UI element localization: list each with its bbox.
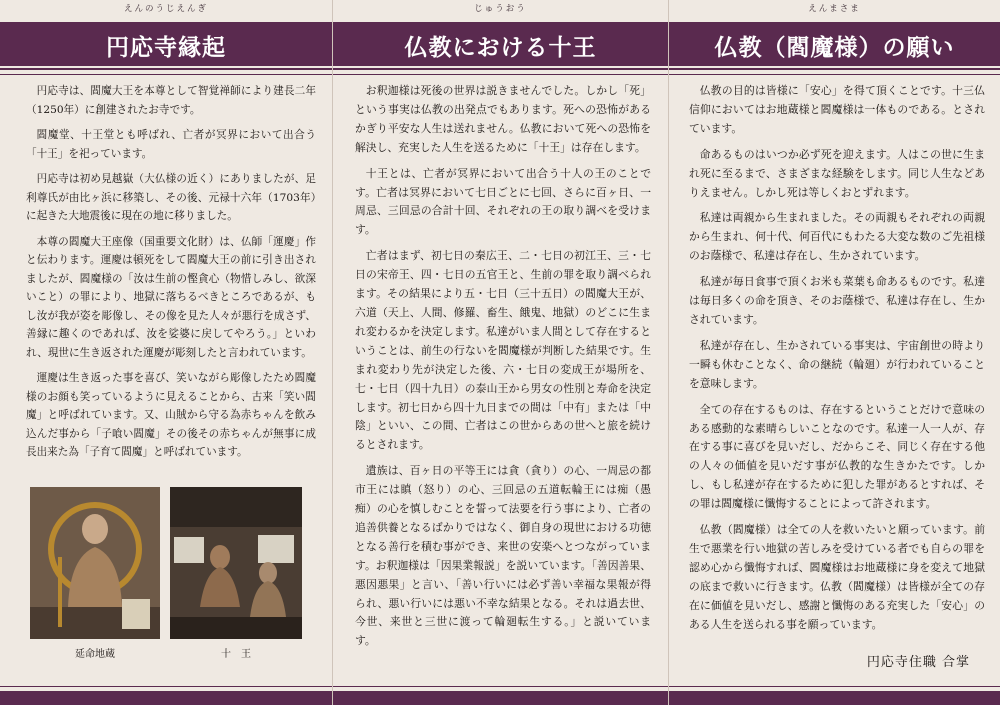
paragraph: 全ての存在するものは、存在するということだけで意味のある感動的な素晴らしいことなのです。私達一人一人が、存在する事に喜びを見いだし、だからこそ、同じく存在する他の人々の価値を見いだす事が仏教的な生きかたです。しかし、もし私達が存在するために犯した罪があるとすれば、その罪は閻魔様に懺悔することによって許されます。 bbox=[689, 402, 985, 511]
body-text bbox=[26, 82, 316, 469]
title-band bbox=[0, 22, 332, 66]
section-title: 仏教（閻魔様）の願い bbox=[714, 35, 955, 61]
photo-area bbox=[30, 487, 302, 665]
body-text bbox=[689, 82, 985, 641]
divider bbox=[669, 68, 1000, 75]
paragraph: 運慶は生き返った事を喜び、笑いながら彫像したため閻魔様のお顔も笑っているように見えることから、古来「笑い閻魔」と呼ばれています。又、山賊から守る為赤ちゃんを飲み込んだ事から「子喰い閻魔」その後その赤ちゃんが無事に成長出来た為「子育て閻魔」と呼ばれています。 bbox=[26, 372, 316, 458]
paragraph: 仏教の目的は皆様に「安心」を得て頂くことです。十三仏信仰においてはお地蔵様と閻魔様は一体ものである。とされています。 bbox=[689, 84, 985, 135]
title-band bbox=[669, 22, 1000, 66]
bottom-band bbox=[669, 691, 1000, 705]
paragraph: 亡者はまず、初七日の秦広王、二・七日の初江王、三・七日の宋帝王、四・七日の五官王と、生前の罪を取り調べられます。その結果により五・七日（三十五日）の閻魔大王が、六道（天上、人間、修羅、畜生、餓鬼、地獄）のどこに生まれ変わるかを決定します。私達がいま人間として存在するということは、前生の行ないを閻魔様が判断した結果です。生まれ変わり先が決定した後、六・七日の変成王が場所を、七・七日（四十九日）の泰山王から男女の性別と寿命を決定します。初七日から四十九日までの間は「中有」または「中陰」といい、この間、亡者はこの世からあの世へと旅を続けるとされます。 bbox=[355, 249, 651, 452]
paragraph: 十王とは、亡者が冥界において出合う十人の王のことです。亡者は冥界において七日ごとに七回、さらに百ヶ日、一周忌、三回忌の合計十回、それぞれの王の取り調べを受けます。 bbox=[355, 166, 651, 237]
divider bbox=[333, 68, 668, 75]
paragraph: 閻魔堂、十王堂とも呼ばれ、亡者が冥界において出合う「十王」を祀っています。 bbox=[26, 129, 316, 160]
divider bbox=[0, 68, 332, 75]
bottom-band bbox=[0, 691, 332, 705]
paragraph: お釈迦様は死後の世界は説きませんでした。しかし「死」という事実は仏教の出発点でもあります。死への恐怖があるかぎり平安な人生は送れません。仏教において死への恐怖を解決し、充実した人生を送るために「十王」は存在します。 bbox=[355, 84, 651, 154]
divider bbox=[333, 686, 668, 687]
paragraph: 遺族は、百ヶ日の平等王には貪（貪り）の心、一周忌の都市王には瞋（怒り）の心、三回忌の五道転輪王には痴（愚痴）の心を慎しむことを誓って法要を行う事により、亡者の追善供養となるばかりではなく、御自身の現世における功徳となる善行を積む事ができ、来世の安楽へとつながっています。お釈迦様は「因果業報説」を説いています。「善因善果、悪因悪果」と言い、「善い行いには必ず善い幸福な果報が得られ、悪い行いには悪い不幸な結果となる。それは過去世、今世、来世と三世に渡って輪廻転生する。」と説いています。 bbox=[355, 464, 651, 648]
paragraph: 円応寺は、閻魔大王を本尊として智覚禅師により建長二年（1250年）に創建されたお寺です。 bbox=[26, 85, 316, 116]
bottom-band bbox=[333, 691, 668, 705]
paragraph: 私達が毎日食事で頂くお米も菜葉も命あるものです。私達は毎日多くの命を頂き、そのお蔭様で、私達は存在し、生かされています。 bbox=[689, 275, 985, 326]
juo-statues-image bbox=[170, 487, 302, 639]
paragraph: 円応寺は初め見越嶽（大仏様の近く）にありましたが、足利尊氏が由比ヶ浜に移築し、その後、元禄十六年（1703年）に起きた大地震後に現在の地に移りました。 bbox=[26, 173, 316, 222]
section-title: 仏教における十王 bbox=[404, 35, 597, 61]
jizo-statue-image bbox=[30, 487, 160, 639]
paragraph: 私達は両親から生まれました。その両親もそれぞれの両親から生まれ、何十代、何百代にもわたる大変な数のご先祖様のお蔭様で、私達は存在し、生かされています。 bbox=[689, 211, 985, 263]
photo-enmei-jizo bbox=[30, 487, 160, 639]
paragraph: 本尊の閻魔大王座像（国重要文化財）は、仏師「運慶」作と伝わります。運慶は頓死をして閻魔大王の前に引き出されましたが、閻魔様の「汝は生前の慳貪心（物惜しみし、欲深いこと）の罪により、地獄に落ちるべきところであるが、もし汝が我が姿を彫像し、その像を見た人々が悪行を成さず、善縁に趣くのであれば、汝を娑婆に戻してやろう。」といわれ、現世に生き返された運慶が彫刻したと言われています。 bbox=[26, 235, 316, 359]
caption-juo: 十 王 bbox=[221, 649, 251, 660]
paragraph: 仏教（閻魔様）は全ての人を救いたいと願っています。前生で悪業を行い地獄の苦しみを受けている者でも自らの罪を認め心から懺悔すれば、閻魔様はお地蔵様に身を変えて地獄の底まで救いに行きます。仏教（閻魔様）は皆様が全ての存在に価値を見いだし、感謝と懺悔のある充実した「安心」のある人生を送られる事を願っています。 bbox=[689, 523, 985, 631]
title-ruby: じゅうおう bbox=[474, 4, 527, 14]
column-negai bbox=[668, 0, 1000, 705]
body-text bbox=[355, 82, 651, 658]
column-juo bbox=[332, 0, 668, 705]
signature: 円応寺住職 合掌 bbox=[866, 655, 970, 670]
title-ruby: えんのうじえんぎ bbox=[123, 4, 208, 14]
caption-enmei-jizo: 延命地蔵 bbox=[75, 649, 115, 660]
section-title: 円応寺縁起 bbox=[106, 35, 226, 61]
column-engi bbox=[0, 0, 332, 705]
title-ruby: えんまさま bbox=[808, 4, 861, 14]
divider bbox=[0, 686, 332, 687]
title-band bbox=[333, 22, 668, 66]
paragraph: 私達が存在し、生かされている事実は、宇宙創世の時より一瞬も休むことなく、命の継続（輪廻）が行われていることを意味します。 bbox=[689, 338, 985, 390]
divider bbox=[669, 686, 1000, 687]
paragraph: 命あるものはいつか必ず死を迎えます。人はこの世に生まれ死に至るまで、さまざまな経験をします。同じ人生などありえません。しかし死は等しくおとずれます。 bbox=[689, 147, 985, 199]
photo-juo bbox=[170, 487, 302, 639]
